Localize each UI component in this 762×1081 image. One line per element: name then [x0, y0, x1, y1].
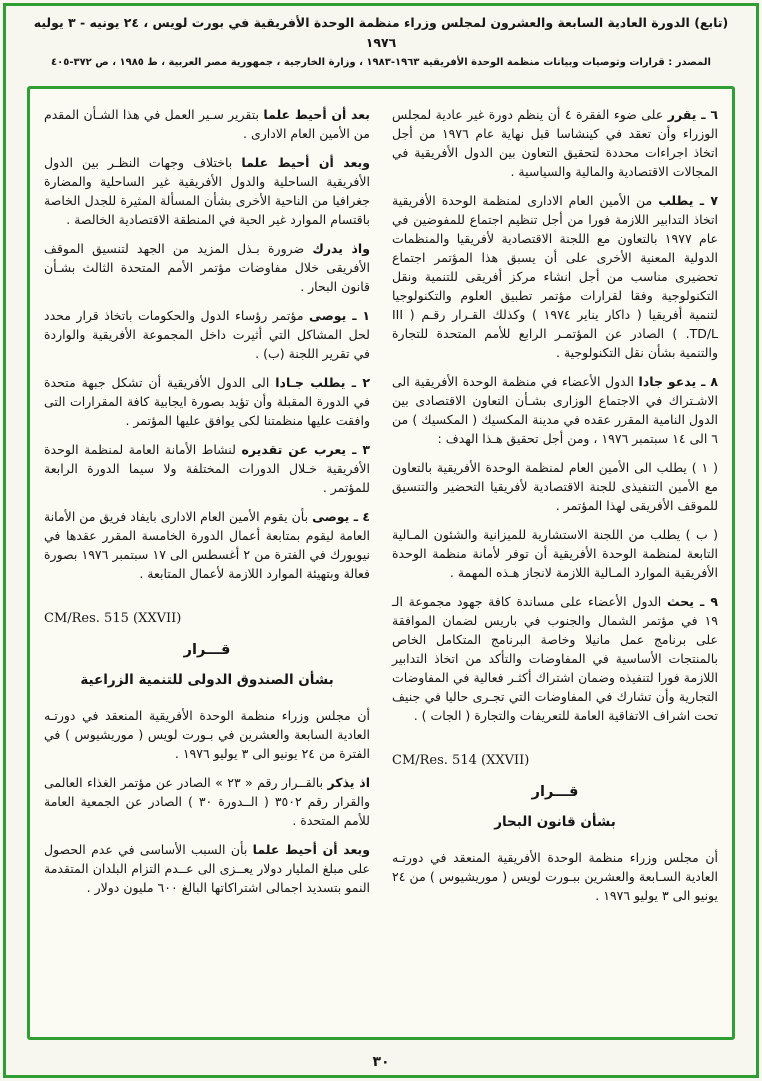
clause-8: [392, 372, 718, 448]
preamble-divergence: [44, 153, 370, 229]
clause-1-lead: ١ ـ يوصى: [309, 308, 370, 323]
recalling-clause: [44, 773, 370, 830]
clause-9-lead: ٩ ـ يحث: [666, 594, 719, 609]
clause-6: [392, 105, 718, 181]
preamble-divergence-text: باختلاف وجهات النظـر بين الدول الأفريقية الساحلية والدول الأفريقية غير الساحلية والمضارة جغرافيا من الناحية الأخرى بشأن المسألة المثيرة للجدل الخاصة باقتسام الموارد غير الحية في المنطقة الاقتصادية الخالصة .: [44, 155, 370, 227]
preamble-awareness: [44, 239, 370, 296]
page-header: [26, 13, 736, 68]
clause-9: [392, 592, 718, 725]
clause-6-lead: ٦ ـ يقرر: [667, 107, 719, 122]
column-right: [392, 105, 718, 1021]
subclause-b: ( ب ) يطلب من اللجنة الاستشارية للميزانية والشئون المـالية التابعة لمنظمة الوحدة الأفريقية أن توفر لأمانة منظمة الوحدة الأفريقية الموارد المـالية اللازمة لانجاز هـذه المهمة .: [392, 527, 718, 580]
preamble-awareness-text: ضرورة بـذل المزيد من الجهد لتنسيق الموقف الأفريقى خلال مفاوضات مؤتمر الأمم المتحدة الثالث بشـأن قانون البحار .: [44, 241, 370, 294]
clause-1-text: مؤتمر رؤساء الدول والحكومات باتخاذ قرار محدد لحل المشاكل التي أثيرت داخل المجموعة الأفريقية والواردة في تقرير اللجنة (ب) .: [44, 308, 370, 361]
preamble-awareness-lead: واذ يدرك: [312, 241, 370, 256]
clause-1: [44, 306, 370, 363]
resolution-title-515: قـــرار: [183, 642, 231, 658]
noting-clause: [44, 840, 370, 897]
resolution-515-preamble: أن مجلس وزراء منظمة الوحدة الأفريقية المنعقد في دورتـه العادية السابعة والعشرين في بـورت لويس ( موريشيوس ) في الفترة من ٢٤ يونيو الى ٣ يوليو ١٩٧٦ .: [44, 708, 370, 761]
recalling-clause-lead: اذ يذكر: [327, 775, 370, 790]
noting-clause-text: بأن السبب الأساسى في عدم الحصول على مبلغ المليار دولار يعــزى الى عــدم التزام البلدان المتقدمة النمو بتسديد اجمالى اشتراكاتها البالغ ٦٠٠ مليون دولار .: [44, 842, 370, 895]
preamble-divergence-lead: وبعد أن أحيط علما: [241, 155, 370, 170]
resolution-title-514: قـــرار: [531, 784, 579, 800]
preamble-progress-report: [44, 105, 370, 143]
clause-6-text: على ضوء الفقرة ٤ أن ينظم دورة غير عادية لمجلس الوزراء وأن تعقد في كينشاسا قبل نهاية عام ١٩٧٦ من أجل اتخاذ اجراءات محددة لتحقيق التعاون بين الدول الأفريقية في المجالات الاقتصادية والمالية والسياسية .: [392, 107, 718, 179]
clause-8-text: الدول الأعضاء في منظمة الوحدة الأفريقية الى الاشـتراك في الاجتماع الوزارى بشـأن التعاون الاقتصادى بين الدول النامية المقرر عقده في مدينة المكسيك ( المكسيك ) من ٦ الى ١٤ سبتمبر ١٩٧٦ ، ومن أجل تحقيق هـذا الهدف :: [392, 374, 718, 446]
clause-4: [44, 507, 370, 583]
preamble-progress-report-text: بتقرير سـير العمل في هذا الشـأن المقدم من الأمين العام الادارى .: [44, 107, 370, 141]
content-box: [27, 86, 735, 1040]
clause-2-lead: ٢ ـ يطلب جـادا: [275, 375, 370, 390]
column-left: [44, 105, 370, 1021]
clause-2: [44, 373, 370, 430]
clause-3: [44, 440, 370, 497]
noting-clause-lead: وبعد أن أحيط علما: [252, 842, 370, 857]
clause-4-lead: ٤ ـ يوصى: [312, 509, 370, 524]
resolution-subject-ifad: بشأن الصندوق الدولى للتنمية الزراعية: [80, 672, 334, 688]
clause-2-text: الى الدول الأفريقية أن تشكل جبهة متحدة في الدورة المقبلة وأن تؤيد بصورة ايجابية كافة المقرارات التى وافقت عليها منظمتنا لكى يوافق عليها المؤتمر .: [44, 375, 370, 428]
preamble-progress-report-lead: بعد أن أحيط علما: [263, 107, 370, 122]
subclause-a: ( ١ ) يطلب الى الأمين العام لمنظمة الوحدة الأفريقية بالتعاون مع الأمين التنفيذى للجنة الاقتصادية لأفريقيا التحضير والتنسيق للموقف الأفريقى لهذا المؤتمر .: [392, 460, 718, 513]
header-source-line: المصدر : قرارات وتوصيات وبيانات منظمة الوحدة الأفريقية ١٩٦٣-١٩٨٣ ، وزارة الخارجية ، جمهورية مصر العربية ، ط ١٩٨٥ ، ص ٣٧٢-٤٠٥: [51, 57, 711, 68]
resolution-subject-law-of-the-sea: بشأن قانون البحار: [494, 814, 616, 830]
recalling-clause-text: بالقــرار رقم « ٢٣ » الصادر عن مؤتمر الغذاء العالمى والقرار رقم ٣٥٠٢ ( الــدورة ٣٠ ) الصادر عن الجمعية العامة للأمم المتحدة .: [44, 775, 370, 828]
clause-7: [392, 191, 718, 362]
clause-7-lead: ٧ ـ يطلب: [658, 193, 718, 208]
resolution-ref-515: CM/Res. 515 (XXVII): [44, 611, 182, 626]
header-session-title: (تابع) الدورة العادية السابعة والعشرون لمجلس وزراء منظمة الوحدة الأفريقية في بورت لويس ، ٢٤ يونيه - ٣ يوليه ١٩٧٦: [33, 15, 729, 50]
resolution-ref-514: CM/Res. 514 (XXVII): [392, 753, 530, 768]
clause-9-text: الدول الأعضاء على مساندة كافة جهود مجموعة الـ ١٩ في مؤتمر الشمال والجنوب في باريس لضمان الموافقة على برنامج عمل مانيلا وخاصة البرنامج المتكامل الخاص بالمنتجات الأساسية في المفاوضات والتأكد من اتخاذ التدابير اللازمة فورا لتنفيذه وضمان اشتراك أكثـر فعالية في المفاوضات التجارية وأن تشارك في المفاوضات التي تجـرى حاليا في جنيف تحت اشراف الاتفاقية العامة للتعريفات والتجارة ( الجات ) .: [392, 594, 718, 723]
clause-7-text: من الأمين العام الادارى لمنظمة الوحدة الأفريقية اتخاذ التدابير اللازمة فورا من أجل تنظيم اجتماع للمفوضين في عام ١٩٧٧ بالتعاون مع اللجنة الاقتصادية لأفريقيا والمنظمات الدولية المعنية الأخرى على أن يسبق هذا المؤتمر اجتماع تحضيرى مناسب من أجل انشاء مركز أفريقى للتنمية ونقل التكنولوجية وفقا لقرارات مؤتمر تطبيق العلوم والتكنولوجيا لتنمية أفريقيا ( داكار يناير ١٩٧٤ ) وكذلك القـرار رقـم ( III TD/L. ) الصادر عن المؤتمـر الرابع للأمم المتحدة للتجارة والتنمية بشأن نقل التكنولوجية .: [392, 193, 719, 360]
clause-3-text: لنشاط الأمانة العامة لمنظمة الوحدة الأفريقية خـلال الدورات المختلفة ولا سيما الدورة الرابعة للمؤتمر .: [44, 442, 370, 495]
clause-4-text: بأن يقوم الأمين العام الادارى بايفاد فريق من الأمانة العامة ليقوم بمتابعة أعمال الدورة الخامسة المقرر عقدها في نيويورك في الفترة من ٢ أغسطس الى ١٧ سبتمبر ١٩٧٦ بصورة فعالة وبتهيئة الموارد اللازمة لأعمال المتابعة .: [44, 509, 370, 581]
page-footer: [0, 1051, 762, 1070]
clause-3-lead: ٣ ـ يعرب عن تقديره: [241, 442, 370, 457]
page-number: ٣٠: [372, 1054, 390, 1070]
resolution-514-preamble: أن مجلس وزراء منظمة الوحدة الأفريقية المنعقد في دورتـه العادية السـابعة والعشرين ببـورت لويس ( موريشيوس ) من ٢٤ يونيو الى ٣ يوليو ١٩٧٦ .: [392, 850, 718, 903]
clause-8-lead: ٨ ـ يدعو جادا: [638, 374, 718, 389]
